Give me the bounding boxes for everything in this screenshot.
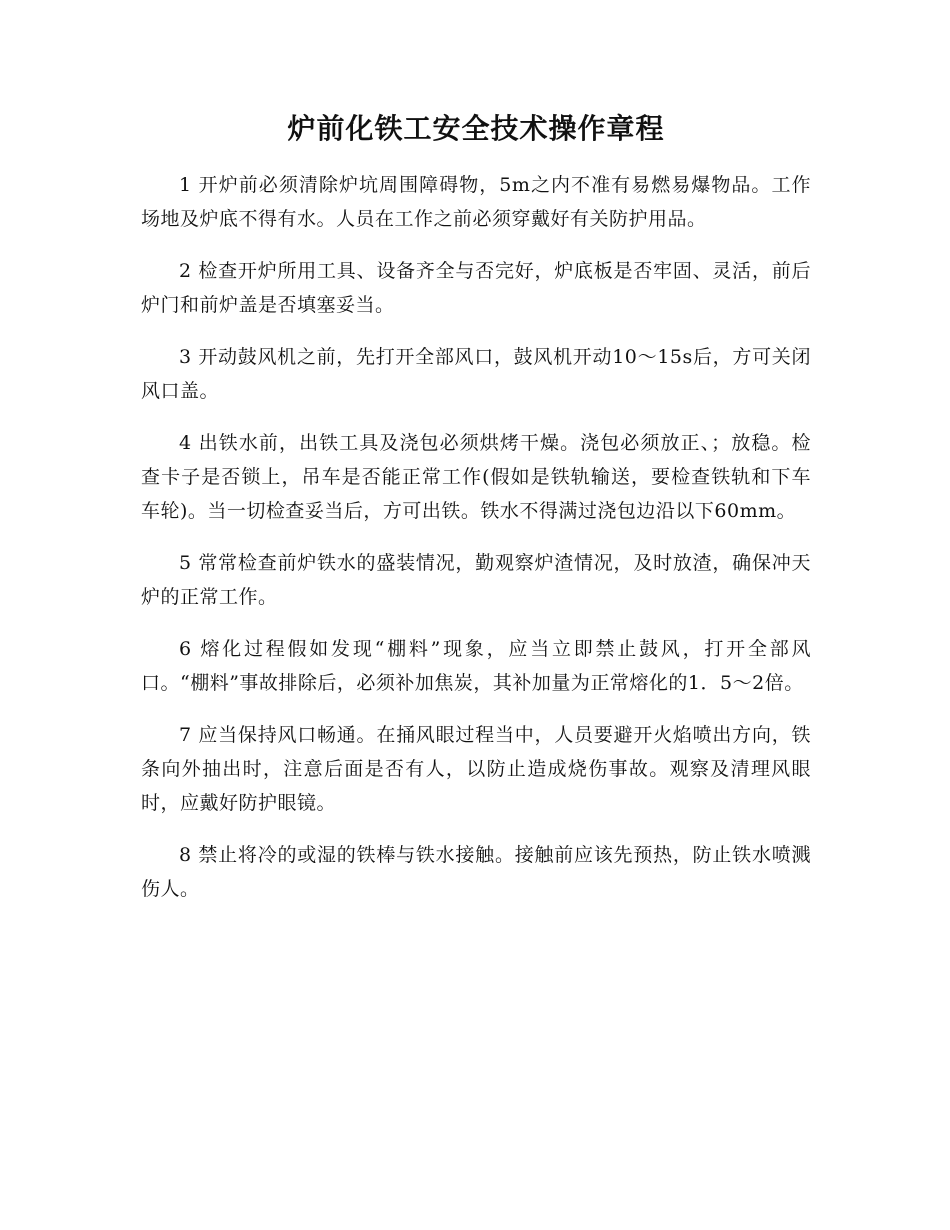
document-page (141, 104, 811, 924)
clause-8: 8 禁止将冷的或湿的铁棒与铁水接触。接触前应该先预热，防止铁水喷溅伤人。 (141, 844, 811, 900)
clause-2: 2 检查开炉所用工具、设备齐全与否完好，炉底板是否牢固、灵活，前后炉门和前炉盖是否填塞妥当。 (141, 260, 811, 316)
clause-3: 3 开动鼓风机之前，先打开全部风口，鼓风机开动10～15s后，方可关闭风口盖。 (141, 346, 811, 402)
clause-1: 1 开炉前必须清除炉坑周围障碍物，5m之内不准有易燃易爆物品。工作场地及炉底不得有水。人员在工作之前必须穿戴好有关防护用品。 (141, 174, 811, 230)
clause-7: 7 应当保持风口畅通。在捅风眼过程当中，人员要避开火焰喷出方向，铁条向外抽出时，注意后面是否有人，以防止造成烧伤事故。观察及清理风眼时，应戴好防护眼镜。 (141, 724, 811, 814)
clause-4: 4 出铁水前，出铁工具及浇包必须烘烤干燥。浇包必须放正、；放稳。检查卡子是否锁上，吊车是否能正常工作(假如是铁轨输送，要检查铁轨和下车车轮)。当一切检查妥当后，方可出铁。铁水不得满过浇包边沿以下60mm。 (141, 432, 811, 522)
clause-5: 5 常常检查前炉铁水的盛装情况，勤观察炉渣情况，及时放渣，确保冲天炉的正常工作。 (141, 552, 811, 608)
clause-6: 6 熔化过程假如发现“棚料”现象，应当立即禁止鼓风，打开全部风口。“棚料”事故排除后，必须补加焦炭，其补加量为正常熔化的1．5～2倍。 (141, 638, 811, 694)
document-title: 炉前化铁工安全技术操作章程 (287, 112, 665, 145)
